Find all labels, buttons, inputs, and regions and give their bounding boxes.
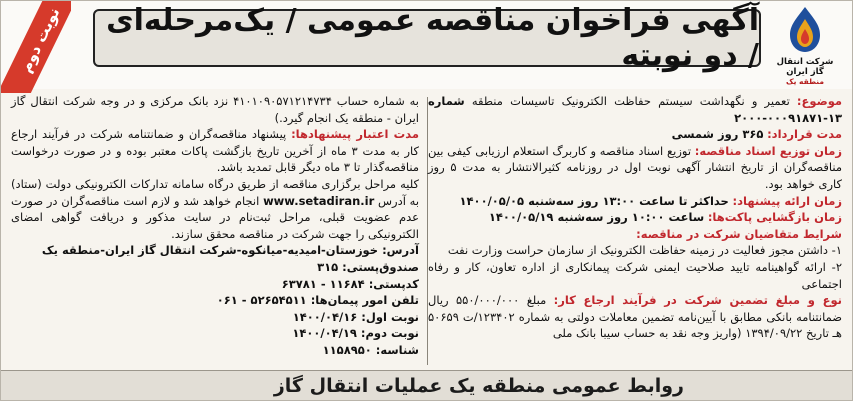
logo-caption: شرکت انتقال گاز ایران [776,57,834,77]
guarantee-key: نوع و مبلغ تضمین شرکت در فرآیند ارجاع کار: [553,293,842,308]
subject-paragraph [428,93,842,126]
eligibility-heading [428,226,842,243]
left-column [11,93,419,371]
submission-time-key: زمان ارائه پیشنهاد: [732,193,842,208]
eligibility-key: شرایط متقاضیان شرکت در مناقصه: [636,226,842,241]
round-ribbon-label: نوبت دوم [16,4,64,76]
validity-text: پیشنهاد مناقصه‌گران و ضمانتنامه شرکت در فرآیند ارجاع کار به مدت ۳ ماه از آخرین تاریخ بازگشت پاکات معتبر بوده و در صورت درخواست مناقصه‌گذار تا ۳ ماه دیگر قابل تمدید باشد. [11,127,419,175]
subject-text: تعمیر و نگهداشت سیستم حفاظت الکترونیک تاسیسات منطقه [471,94,790,108]
subject-key: موضوع: [796,94,843,108]
gas-flame-logo-icon [782,5,828,55]
guarantee-text: مبلغ ۵۵۰/۰۰۰/۰۰۰ ریال ضمانتنامه بانکی مطابق با آیین‌نامه تضمین معاملات دولتی به شماره ۱۲۳۴۰۲/ت ۵۰۶۵۹ هـ تاریخ ۱۳۹۴/۰۹/۲۲ (واریز وجه نقد به حساب سیبا بانک ملی [428,293,842,341]
submission-time [428,193,842,210]
ad-id: شناسه: ۱۱۵۸۹۵۰ [322,342,419,357]
tender-number: شماره ۱۳-۰۰۰۹۱۸۷۱-۲۰۰۰ [428,94,842,125]
setad-paragraph [11,176,419,242]
title-bar [93,3,761,73]
contract-duration [428,126,842,143]
second-round-date: نوبت دوم: ۱۴۰۰/۰۴/۱۹ [292,326,419,341]
contract-duration-text: ۳۶۵ روز شمسی [671,127,764,142]
documents-distribution-text: توزیع اسناد مناقصه و کاربرگ استعلام ارزیابی کیفی بین مناقصه‌گران از تاریخ انتشار آگهی نوبت اول در روزنامه کثیرالانتشار به مدت ۵ روز کاری خواهد بود. [428,143,842,191]
submission-time-text: حداکثر تا ساعت ۱۳:۰۰ روز سه‌شنبه ۱۴۰۰/۰۵/۰۵ [459,193,729,208]
setad-text-a: کلیه مراحل برگزاری مناقصه از طریق درگاه سامانه تدارکات الکترونیکی دولت (ستاد) به آدرس [11,176,420,208]
ad-footer [1,370,853,400]
phone-line: تلفن امور پیمان‌ها: ۵۲۶۵۴۵۱۱ - ۰۶۱ [216,293,419,308]
eligibility-item-1: ۱- داشتن مجوز فعالیت در زمینه حفاظت الکترونیک از سازمان حراست وزارت نفت [447,243,842,258]
ribbon-corner [1,1,71,93]
opening-time-key: زمان بازگشایی پاکت‌ها: [707,210,842,225]
contract-duration-key: مدت قرارداد: [767,127,842,142]
ad-header [1,1,853,89]
documents-distribution [428,143,842,193]
setad-link[interactable]: www.setadiran.ir [263,193,375,208]
eligibility-item-2: ۲- ارائه گواهینامه تایید صلاحیت ایمنی شرکت پیمانکاری از اداره تعاون، کار و رفاه اجتماعی [428,259,842,291]
round-ribbon [1,1,71,93]
account-continuation: به شماره حساب ۴۱۰۱۰۹۰۵۷۱۲۱۴۷۳۴ نزد بانک مرکزی و در وجه شرکت انتقال گاز ایران - منطقه یک انجام گیرد.) [11,94,419,125]
footer-text: روابط عمومی منطقه یک عملیات انتقال گاز [273,374,684,397]
setad-text-b: انجام خواهد شد و لازم است مناقصه‌گران در صورت عدم عضویت قبلی، مراحل ثبت‌نام در سایت مذکور و دریافت گواهی امضای الکترونیکی را جهت شرکت در مناقصه محقق سازند. [11,193,419,241]
first-round-date: نوبت اول: ۱۴۰۰/۰۴/۱۶ [292,309,419,324]
validity-key: مدت اعتبار پیشنهادها: [291,127,419,142]
logo-subcaption: منطقه یک [785,77,825,86]
guarantee-paragraph [428,292,842,342]
po-box-line: صندوق‌پستی: ۳۱۵ [317,259,419,274]
company-logo [770,5,840,87]
validity-paragraph [11,126,419,176]
opening-time-text: ساعت ۱۰:۰۰ روز سه‌شنبه ۱۴۰۰/۰۵/۱۹ [488,210,705,225]
ad-title: آگهی فراخوان مناقصه عمومی / یک‌مرحله‌ای / دو نوبته [106,3,759,73]
opening-time [428,209,842,226]
right-column [428,93,842,371]
documents-distribution-key: زمان توزیع اسناد مناقصه: [694,143,842,158]
address-line: آدرس: خوزستان-امیدیه-میانکوه-شرکت انتقال گاز ایران-منطقه یک [41,243,419,258]
postal-code-line: کدپستی: ۱۱۶۸۴ - ۶۳۷۸۱ [281,276,419,291]
